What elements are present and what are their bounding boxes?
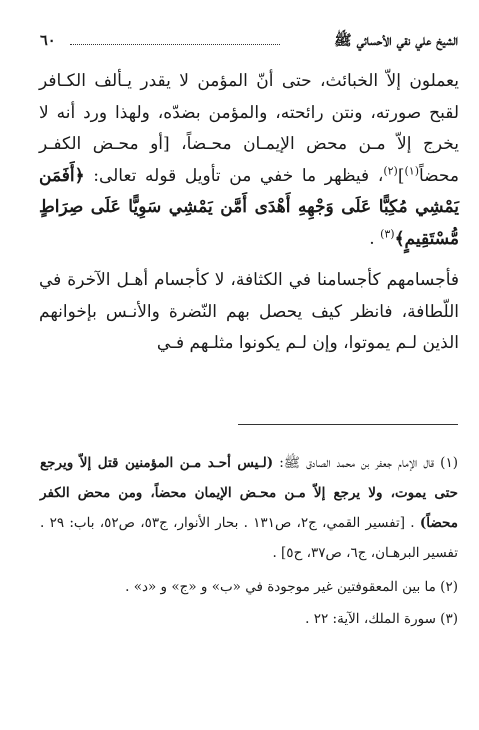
running-header — [40, 30, 458, 54]
footnote-ref-3[interactable]: (٣) — [380, 226, 395, 240]
footnote-2: (٢) ما بين المعقوفتين غير موجودة في «ب» و «ج» و «د» . — [125, 579, 458, 595]
paragraph-1 — [39, 66, 459, 255]
page-number: ٦٠ — [40, 32, 56, 49]
footnote-ref-1[interactable]: (١) — [404, 163, 419, 177]
paragraph-1-text-c: ، فيظهر ما خفي من تأويل قوله تعالى: — [84, 165, 384, 186]
paragraph-2: فأجسامهم كأجسامنا في الكثافة، لا كأجسام أهـل الآخرة في اللّطافة، فانظر كيف يحصل بهم النّضرة والأنـس بإخوانهم الذين لـم يموتوا، وإن لـم يكونوا مثلـهم فـي — [39, 270, 459, 353]
quran-verse: ﴿أَفَمَن يَمْشِي مُكِبًّا عَلَى وَجْهِهِ أَهْدَى أَمَّن يَمْشِي سَوِيًّا عَلَى صِرَاطٍ مُّسْتَقِيمٍ﴾ — [39, 165, 459, 249]
footnotes — [40, 448, 458, 634]
header-dotted-rule — [70, 44, 280, 45]
bracket-close: ] — [397, 165, 405, 186]
footnote-separator — [238, 424, 458, 425]
footnote-ref-2[interactable]: (٢) — [383, 163, 398, 177]
footnote-1-quote: (لـيس أحـد مـن المؤمنين قتل إلاّ ويرجع حتى يموت، ولا يرجع إلاّ مـن محـض الإيمان محضاً، ومن محض الكفر محضاً) — [40, 455, 458, 531]
footnote-3: (٣) سورة الملك، الآية: ٢٢ . — [305, 611, 458, 627]
main-text — [39, 66, 459, 360]
paragraph-1-end: . — [369, 228, 381, 249]
footnote-1-lead: (١) قال الإمام جعفر بن محمد الصادق ﷺ: — [273, 455, 458, 471]
running-title: الشيخ علي نقي الأحسائي ﷺ — [334, 32, 458, 49]
footnote-1-sources: . [تفسير القمي، ج٢، ص١٣١ . بحار الأنوار، ج٥٣، ص٥٢، باب: ٢٩ . تفسير البرهـان، ج٦، ص٣٧، ح٥] . — [40, 515, 458, 561]
footnote-1 — [40, 448, 458, 568]
paragraph-1-text-a: يعملون إلاّ الخبائث، حتى أنّ المؤمن لا يقدر يـألف الكـافر لقبح صورته، ونتن رائحته، والمؤمن بضدّه، ولهذا ورد أنه لا يخرج إلاّ مـن محض الإيمـان محـضاً، [أو محـض الكفـر محضاً — [39, 71, 459, 186]
